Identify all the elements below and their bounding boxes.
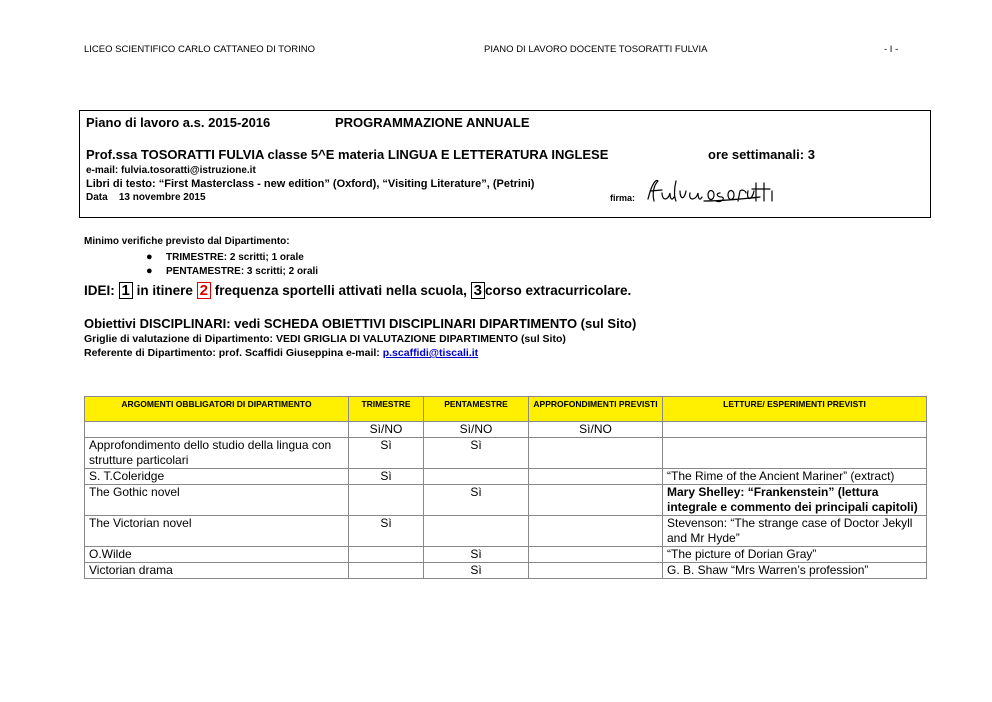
plan-title: Piano di lavoro a.s. 2015-2016 (86, 115, 271, 130)
table-cell (424, 516, 529, 547)
table-cell (663, 422, 927, 438)
table-cell: Victorian drama (85, 563, 349, 579)
topics-table (84, 396, 927, 579)
header-left: LICEO SCIENTIFICO CARLO CATTANEO DI TORINO (84, 44, 316, 55)
prof-line: Prof.ssa TOSORATTI FULVIA classe 5^E materia LINGUA E LETTERATURA INGLESE (86, 147, 609, 162)
table-row (85, 422, 927, 438)
textbooks: Libri di testo: “First Masterclass - new edition” (Oxford), “Visiting Literature”, (Petrini) (86, 178, 535, 190)
table-row (85, 547, 927, 563)
table-cell: The Victorian novel (85, 516, 349, 547)
idei-num-1: 1 (119, 282, 133, 299)
table-cell: Sì (424, 563, 529, 579)
table-row (85, 485, 927, 516)
bullet-icon: ● (146, 265, 153, 277)
table-cell: “The Rime of the Ancient Mariner” (extract) (663, 469, 927, 485)
date-label: Data (86, 192, 108, 203)
table-cell: “The picture of Dorian Gray” (663, 547, 927, 563)
table-cell: G. B. Shaw “Mrs Warren’s profession” (663, 563, 927, 579)
th-approfondimenti: APPROFONDIMENTI PREVISTI (529, 397, 663, 422)
signature (642, 175, 792, 207)
idei-num-2: 2 (197, 282, 211, 299)
table-cell: Sì (424, 438, 529, 469)
idei-num-3: 3 (471, 282, 485, 299)
idei-line: IDEI: 1 in itinere 2 frequenza sportelli attivati nella scuola, 3 corso extracurricolare. (84, 282, 632, 299)
table-row (85, 563, 927, 579)
th-argomenti: ARGOMENTI OBBLIGATORI DI DIPARTIMENTO (85, 397, 349, 422)
bullet-icon: ● (146, 251, 153, 263)
table-cell (529, 469, 663, 485)
page-number: - I - (884, 44, 899, 55)
referente-line: Referente di Dipartimento: prof. Scaffidi Giuseppina e-mail: p.scaffidi@tiscali.it (84, 347, 479, 359)
prof-email: e-mail: fulvia.tosoratti@istruzione.it (86, 165, 256, 176)
table-cell (85, 422, 349, 438)
table-cell: Sì (424, 485, 529, 516)
table-row (85, 469, 927, 485)
table-row (85, 516, 927, 547)
table-cell: Sì (349, 469, 424, 485)
table-cell: Sì/NO (424, 422, 529, 438)
table-cell: Sì (349, 438, 424, 469)
table-cell: Sì/NO (529, 422, 663, 438)
table-cell: Stevenson: “The strange case of Doctor Jekyll and Mr Hyde” (663, 516, 927, 547)
table-cell: S. T.Coleridge (85, 469, 349, 485)
table-cell: O.Wilde (85, 547, 349, 563)
verifiche-title: Minimo verifiche previsto dal Dipartimento: (84, 236, 290, 247)
table-cell (529, 438, 663, 469)
table-cell: The Gothic novel (85, 485, 349, 516)
table-cell (424, 469, 529, 485)
table-cell (529, 547, 663, 563)
table-cell: Approfondimento dello studio della lingua con strutture particolari (85, 438, 349, 469)
table-row (85, 438, 927, 469)
table-header-row (85, 397, 927, 422)
table-cell: Sì (424, 547, 529, 563)
table-cell (663, 438, 927, 469)
hours: ore settimanali: 3 (708, 147, 815, 162)
referente-email-link[interactable]: p.scaffidi@tiscali.it (382, 347, 479, 359)
firma-label: firma: (610, 193, 636, 203)
table-cell: Mary Shelley: “Frankenstein” (lettura integrale e commento dei principali capitoli) (663, 485, 927, 516)
th-letture: LETTURE/ ESPERIMENTI PREVISTI (663, 397, 927, 422)
table-cell: Sì (349, 516, 424, 547)
header-center: PIANO DI LAVORO DOCENTE TOSORATTI FULVIA (484, 44, 708, 55)
table-cell: Sì/NO (349, 422, 424, 438)
table-cell (349, 547, 424, 563)
table-cell (349, 485, 424, 516)
date-line (86, 192, 206, 203)
table-cell (529, 563, 663, 579)
verifiche-item: ● TRIMESTRE: 2 scritti; 1 orale (146, 251, 304, 263)
griglie-line: Griglie di valutazione di Dipartimento: VEDI GRIGLIA DI VALUTAZIONE DIPARTIMENTO (sul Sito) (84, 333, 566, 345)
table-cell (529, 516, 663, 547)
date-value: 13 novembre 2015 (118, 192, 206, 203)
th-trimestre: TRIMESTRE (349, 397, 424, 422)
table-cell (349, 563, 424, 579)
plan-subtitle: PROGRAMMAZIONE ANNUALE (335, 115, 530, 130)
obiettivi-line: Obiettivi DISCIPLINARI: vedi SCHEDA OBIETTIVI DISCIPLINARI DIPARTIMENTO (sul Sito) (84, 316, 637, 331)
verifiche-item: ● PENTAMESTRE: 3 scritti; 2 orali (146, 265, 319, 277)
table-cell (529, 485, 663, 516)
info-box (79, 110, 931, 218)
th-pentamestre: PENTAMESTRE (424, 397, 529, 422)
